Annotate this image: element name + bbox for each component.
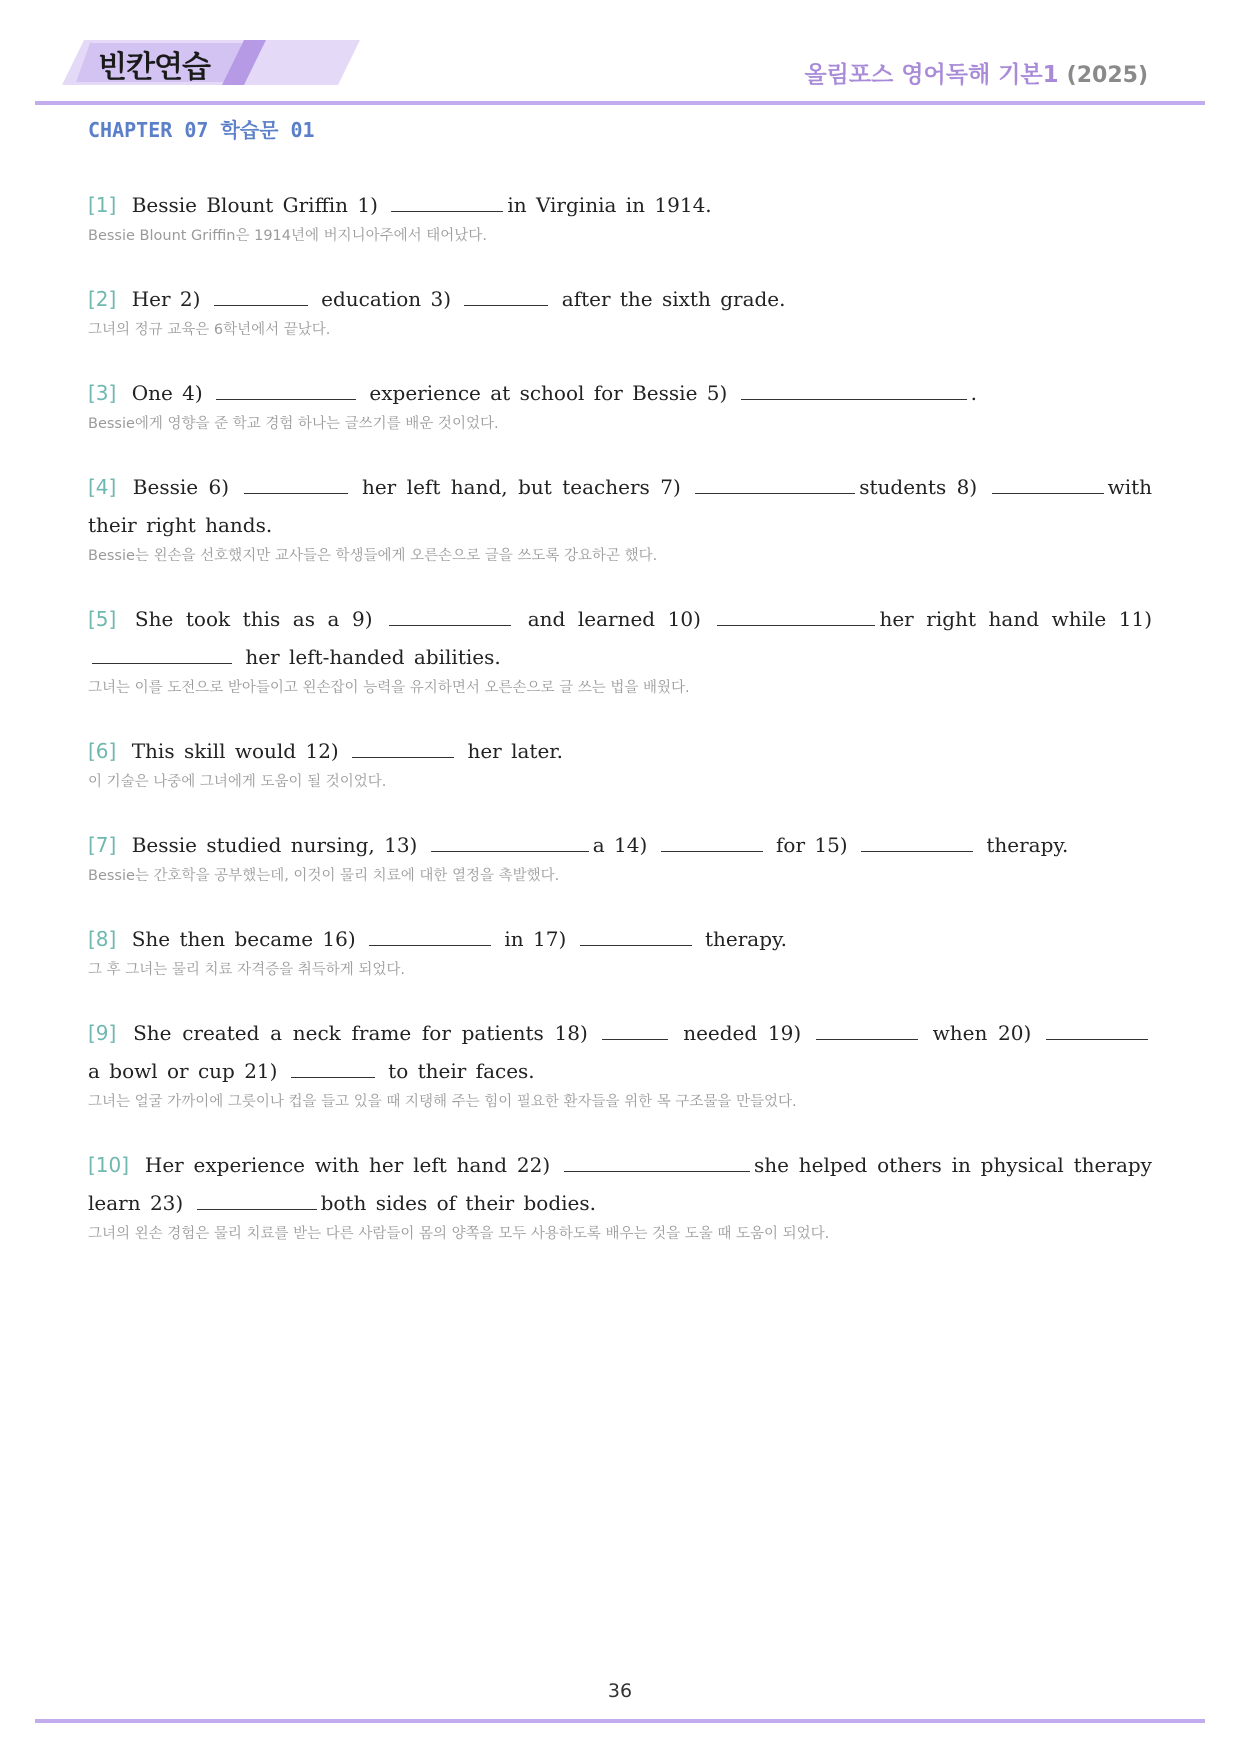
- blank-11[interactable]: [92, 643, 232, 664]
- korean-translation: 그녀는 얼굴 가까이에 그릇이나 컵을 들고 있을 때 지탱해 주는 힘이 필요한 환자들을 위한 목 구조물을 만들었다.: [88, 1094, 797, 1110]
- sentence-text: her right hand while 11): [879, 607, 1153, 631]
- english-sentence: [88, 732, 1152, 770]
- worksheet-type-label: 빈칸연습: [98, 50, 210, 85]
- blank-17[interactable]: [580, 925, 692, 946]
- item-number: [1]: [88, 193, 117, 217]
- korean-translation: 그녀의 정규 교육은 6학년에서 끝났다.: [88, 322, 331, 338]
- sentence-text: therapy.: [986, 833, 1069, 857]
- sentence-text: her left-handed abilities.: [245, 645, 501, 669]
- item-number: [9]: [88, 1021, 117, 1045]
- blank-6[interactable]: [244, 473, 348, 494]
- sentence-text: a 14): [592, 833, 648, 857]
- korean-translation: Bessie에게 영향을 준 학교 경험 하나는 글쓰기를 배운 것이었다.: [88, 416, 499, 432]
- exercise-item: [88, 826, 1152, 886]
- blank-7[interactable]: [695, 473, 855, 494]
- item-number: [10]: [88, 1153, 130, 1177]
- korean-translation: 그녀는 이를 도전으로 받아들이고 왼손잡이 능력을 유지하면서 오른손으로 글 쓰는 법을 배웠다.: [88, 680, 690, 696]
- blank-9[interactable]: [389, 605, 511, 626]
- book-title: [804, 56, 1148, 89]
- exercise-item: [88, 280, 1152, 340]
- sentence-text: .: [970, 381, 978, 405]
- sentence-text: She took this as a 9): [134, 607, 373, 631]
- sentence-text: both sides of their bodies.: [320, 1191, 596, 1215]
- sentence-text: therapy.: [704, 927, 788, 951]
- sentence-text: her later.: [467, 739, 564, 763]
- item-number: [4]: [88, 475, 117, 499]
- sentence-text: students 8): [859, 475, 978, 499]
- blank-3[interactable]: [464, 285, 548, 306]
- sentence-text: and learned 10): [527, 607, 701, 631]
- blank-5[interactable]: [741, 379, 967, 400]
- sentence-text: Bessie Blount Griffin 1): [131, 193, 378, 217]
- blank-19[interactable]: [816, 1019, 918, 1040]
- blank-23[interactable]: [197, 1189, 317, 1210]
- english-sentence: [88, 1014, 1152, 1090]
- book-title-text: 올림포스 영어독해 기본1: [804, 62, 1059, 88]
- item-number: [2]: [88, 287, 117, 311]
- item-number: [3]: [88, 381, 117, 405]
- item-number: [6]: [88, 739, 117, 763]
- english-sentence: [88, 600, 1152, 676]
- blank-16[interactable]: [369, 925, 491, 946]
- page-number: 36: [607, 1680, 633, 1702]
- blank-8[interactable]: [992, 473, 1104, 494]
- blank-12[interactable]: [352, 737, 454, 758]
- blank-18[interactable]: [602, 1019, 668, 1040]
- english-sentence: [88, 826, 1152, 864]
- exercise-item: [88, 1014, 1152, 1112]
- header-rule: [35, 101, 1205, 105]
- sentence-text: She created a neck frame for patients 18): [133, 1021, 588, 1045]
- sentence-text: in Virginia in 1914.: [507, 193, 712, 217]
- book-year: (2025): [1066, 63, 1148, 88]
- sentence-text: experience at school for Bessie 5): [369, 381, 728, 405]
- blank-22[interactable]: [564, 1151, 750, 1172]
- blank-14[interactable]: [661, 831, 763, 852]
- exercise-item: [88, 374, 1152, 434]
- sentence-text: to their faces.: [388, 1059, 535, 1083]
- exercise-item: [88, 186, 1152, 246]
- english-sentence: [88, 280, 1152, 318]
- korean-translation: Bessie는 간호학을 공부했는데, 이것이 물리 치료에 대한 열정을 촉발했다.: [88, 868, 560, 884]
- item-number: [7]: [88, 833, 117, 857]
- blank-2[interactable]: [214, 285, 308, 306]
- english-sentence: [88, 468, 1152, 544]
- sentence-text: education 3): [321, 287, 452, 311]
- sentence-text: in 17): [504, 927, 567, 951]
- sentence-text: This skill would 12): [131, 739, 339, 763]
- blank-13[interactable]: [431, 831, 589, 852]
- english-sentence: [88, 920, 1152, 958]
- sentence-text: needed 19): [683, 1021, 802, 1045]
- sentence-text: for 15): [776, 833, 848, 857]
- korean-translation: Bessie는 왼손을 선호했지만 교사들은 학생들에게 오른손으로 글을 쓰도록 강요하곤 했다.: [88, 548, 658, 564]
- korean-translation: Bessie Blount Griffin은 1914년에 버지니아주에서 태어났다.: [88, 228, 487, 244]
- blank-4[interactable]: [216, 379, 356, 400]
- sentence-text: with their right hands.: [88, 475, 1153, 537]
- exercise-item: [88, 468, 1152, 566]
- blank-15[interactable]: [861, 831, 973, 852]
- sentence-text: Bessie studied nursing, 13): [131, 833, 418, 857]
- sentence-text: a bowl or cup 21): [88, 1059, 278, 1083]
- footer-rule: [35, 1719, 1205, 1723]
- sentence-text: when 20): [932, 1021, 1032, 1045]
- sentence-text: She then became 16): [131, 927, 356, 951]
- sentence-text: she helped others in physical therapy learn 23): [88, 1153, 1152, 1215]
- english-sentence: [88, 1146, 1152, 1222]
- exercise-item: [88, 732, 1152, 792]
- sentence-text: Her 2): [131, 287, 201, 311]
- exercise-item: [88, 1146, 1152, 1244]
- sentence-text: after the sixth grade.: [561, 287, 786, 311]
- blank-21[interactable]: [291, 1057, 375, 1078]
- english-sentence: [88, 186, 1152, 224]
- item-number: [5]: [88, 607, 117, 631]
- blank-10[interactable]: [717, 605, 875, 626]
- exercise-item: [88, 920, 1152, 980]
- sentence-text: One 4): [131, 381, 203, 405]
- sentence-text: Her experience with her left hand 22): [144, 1153, 551, 1177]
- exercise-list: [88, 186, 1152, 1278]
- english-sentence: [88, 374, 1152, 412]
- item-number: [8]: [88, 927, 117, 951]
- sentence-text: Bessie 6): [132, 475, 230, 499]
- korean-translation: 그 후 그녀는 물리 치료 자격증을 취득하게 되었다.: [88, 962, 406, 978]
- korean-translation: 그녀의 왼손 경험은 물리 치료를 받는 다른 사람들이 몸의 양쪽을 모두 사용하도록 배우는 것을 도울 때 도움이 되었다.: [88, 1226, 830, 1242]
- exercise-item: [88, 600, 1152, 698]
- blank-20[interactable]: [1046, 1019, 1148, 1040]
- korean-translation: 이 기술은 나중에 그녀에게 도움이 될 것이었다.: [88, 774, 387, 790]
- chapter-title: CHAPTER 07 학습문 01: [88, 118, 315, 142]
- blank-1[interactable]: [391, 191, 503, 212]
- sentence-text: her left hand, but teachers 7): [361, 475, 681, 499]
